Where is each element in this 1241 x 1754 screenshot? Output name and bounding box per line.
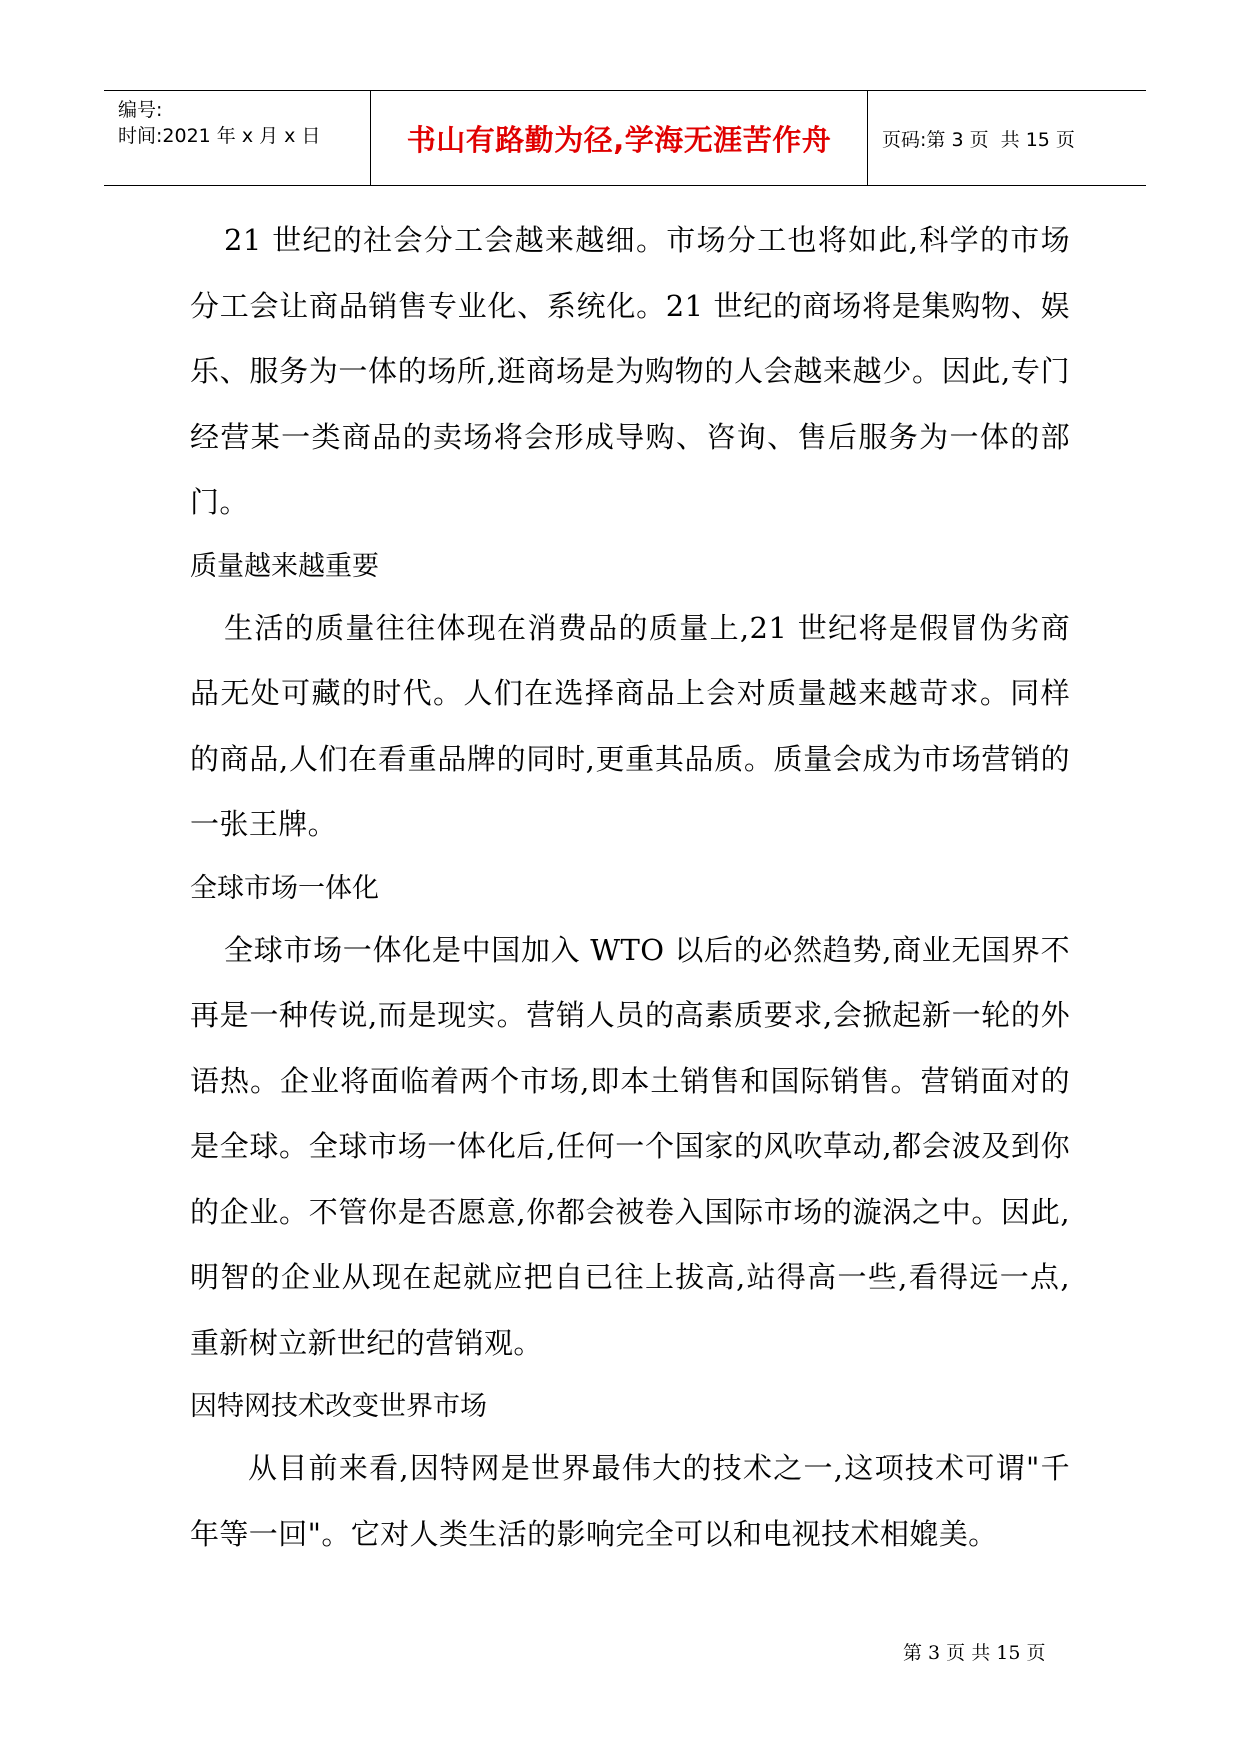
body-paragraph: 从目前来看,因特网是世界最伟大的技术之一,这项技术可谓"千年等一回"。它对人类生活的影响完全可以和电视技术相媲美。 <box>190 1451 1070 1551</box>
section-heading: 全球市场一体化 <box>190 872 379 904</box>
document-number-label: 编号: <box>118 99 163 121</box>
document-time-label: 时间:2021 年 x 月 x 日 <box>118 125 321 147</box>
header-table <box>104 90 1146 186</box>
header-info-cell <box>104 91 370 185</box>
document-body <box>190 208 1070 1567</box>
header-motto: 书山有路勤为径,学海无涯苦作舟 <box>406 122 832 157</box>
body-paragraph: 全球市场一体化是中国加入 WTO 以后的必然趋势,商业无国界不再是一种传说,而是现实。营销人员的高素质要求,会掀起新一轮的外语热。企业将面临着两个市场,即本土销售和国际销售。营销面对的是全球。全球市场一体化后,任何一个国家的风吹草动,都会波及到你的企业。不管你是否愿意,你都会被卷入国际市场的漩涡之中。因此,明智的企业从现在起就应把自已往上拔高,站得高一些,看得远一点,重新树立新世纪的营销观。 <box>190 932 1070 1360</box>
section-heading: 质量越来越重要 <box>190 550 379 582</box>
body-paragraph: 生活的质量往往体现在消费品的质量上,21 世纪将是假冒伪劣商品无处可藏的时代。人们在选择商品上会对质量越来越苛求。同样的商品,人们在看重品牌的同时,更重其品质。质量会成为市场营销的一张王牌。 <box>190 610 1070 841</box>
header-page-code: 页码:第 3 页 共 15 页 <box>882 128 1075 151</box>
page-footer: 第 3 页 共 15 页 <box>903 1642 1046 1664</box>
body-paragraph: 21 世纪的社会分工会越来越细。市场分工也将如此,科学的市场分工会让商品销售专业化、系统化。21 世纪的商场将是集购物、娱乐、服务为一体的场所,逛商场是为购物的人会越来越少。因此,专门经营某一类商品的卖场将会形成导购、咨询、售后服务为一体的部门。 <box>190 223 1070 519</box>
section-heading: 因特网技术改变世界市场 <box>190 1391 487 1422</box>
header-motto-cell <box>370 91 868 185</box>
header-page-cell <box>868 91 1146 185</box>
